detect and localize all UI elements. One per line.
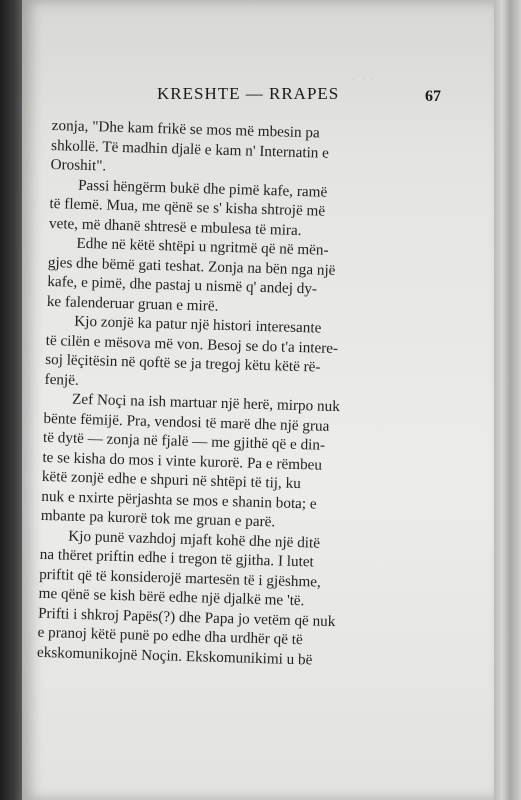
text-line: Passi hëngërm bukë dhe pimë kafe, ramë [77, 176, 328, 201]
text-line: soj lëçitësin në qoftë se ja tregoj këtu këtë rë- [44, 350, 321, 376]
paragraph [47, 233, 449, 322]
text-line: kafe, e pimë, dhe pastaj u nismë q' andej dy- [47, 272, 318, 298]
text-line: Kjo zonjë ka patur një histori interesante [74, 312, 322, 337]
text-line: ke falenderuar gruan e mirë. [46, 292, 219, 315]
text-line: të flemë. Mua, me qënë se s' kisha shtrojë më [49, 194, 326, 220]
text-line: të dytë — zonja në fjalë — me gjithë që e din- [42, 428, 326, 454]
text-line: Kjo punë vazhdoj mjaft kohë dhe një ditë [68, 527, 321, 552]
text-line: zonja, "Dhe kam frikë se mos më mbesin pa [51, 116, 320, 142]
text-line: vete, më dhanë shtresë e mbulesa të mira. [48, 214, 302, 239]
text-line: e pranoj këtë punë po edhe dha urdhër që të [37, 623, 303, 649]
text-line: na thëret priftin edhe i tregon të gjitha. I lutet [39, 545, 315, 571]
body-text [37, 116, 452, 673]
page-number: 67 [425, 88, 441, 105]
text-line: Oroshit". [50, 155, 107, 175]
text-line: fenjë. [44, 370, 80, 389]
paragraph [44, 311, 446, 400]
text-line: Edhe në këtë shtëpi u ngritmë që në mën- [76, 234, 329, 259]
running-head [22, 84, 494, 108]
running-head-title: KRESHTE — RRAPES [157, 84, 340, 103]
text-line: bënte fëmijë. Pra, vendosi të marë dhe një grua [43, 409, 330, 435]
text-line: këtë zonjë edhe e shpuri në shtëpi të tij, ku [41, 467, 302, 493]
book-page [22, 0, 494, 800]
text-line: gjes dhe bëmë gati teshat. Zonja na bën nga një [47, 253, 336, 279]
paragraph [41, 389, 445, 537]
text-line: priftit që të konsiderojë martesën të i gjëshme, [38, 565, 322, 591]
text-line: të cilën e mësova më von. Besoj se do t'a intere- [45, 331, 339, 357]
text-line: ekskomunikojnë Noçin. Ekskomunikimi u bë [36, 643, 313, 668]
text-line: shkollë. Të madhin djalë e kam n' Internatin e [50, 136, 330, 162]
text-line: mbante pa kurorë tok me gruan e parë. [40, 506, 276, 531]
text-line: nuk e nxirte përjashta se mos e shanin bota; e [41, 487, 317, 513]
bleed-through-text: · · · [352, 72, 375, 86]
text-line: Prifti i shkroj Papës(?) dhe Papa jo vetëm që nuk [37, 604, 336, 630]
text-line: Zef Noçi na ish martuar një herë, mirpo nuk [71, 390, 341, 416]
page-edge-stack [494, 0, 521, 800]
paragraph [37, 525, 441, 673]
text-line: te se kisha do mos i vinte kurorë. Pa e rëmbeu [42, 448, 323, 474]
text-line: me qënë se kish bërë edhe një djalkë me 'të. [38, 584, 305, 610]
